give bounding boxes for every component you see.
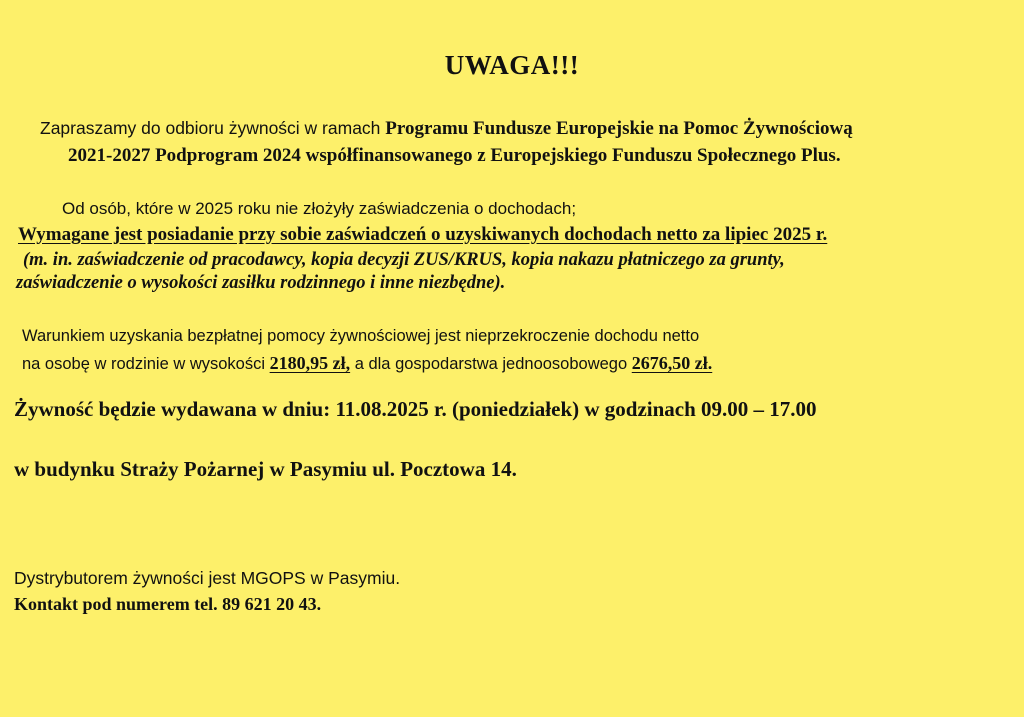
distribution-place: w budynku Straży Pożarnej w Pasymiu ul. Pocztowa 14. bbox=[14, 457, 517, 481]
condition-mid: a dla gospodarstwa jednoosobowego bbox=[350, 355, 632, 373]
distributor-info: Dystrybutorem żywności jest MGOPS w Pasymiu. bbox=[14, 568, 401, 588]
income-docs-requirement: Wymagane jest posiadanie przy sobie zaświadczeń o uzyskiwanych dochodach netto za lipiec 2025 r. bbox=[18, 224, 828, 245]
program-name-part1: Programu Fundusze Europejskie na Pomoc Żywnościową bbox=[385, 118, 853, 139]
income-docs-examples-1: (m. in. zaświadczenie od pracodawcy, kopia decyzji ZUS/KRUS, kopia nakazu płatniczego za grunty, bbox=[23, 250, 785, 270]
income-condition-line-2 bbox=[22, 353, 712, 374]
income-docs-lead: Od osób, które w 2025 roku nie złożyły zaświadczenia o dochodach; bbox=[62, 199, 577, 218]
condition-pre: na osobę w rodzinie w wysokości bbox=[22, 355, 270, 373]
income-condition-line-1: Warunkiem uzyskania bezpłatnej pomocy żywnościowej jest nieprzekroczenie dochodu netto bbox=[22, 327, 700, 345]
contact-info: Kontakt pod numerem tel. 89 621 20 43. bbox=[14, 594, 322, 614]
intro-line-1 bbox=[40, 118, 853, 140]
amount-family: 2180,95 zł, bbox=[269, 353, 351, 373]
program-name-part2: 2021-2027 Podprogram 2024 współfinansowanego z Europejskiego Funduszu Społecznego Plus. bbox=[68, 145, 841, 166]
amount-single: 2676,50 zł. bbox=[631, 353, 713, 373]
income-docs-examples-2: zaświadczenie o wysokości zasiłku rodzinnego i inne niezbędne). bbox=[16, 273, 506, 293]
intro-lead: Zapraszamy do odbioru żywności w ramach bbox=[40, 118, 386, 138]
distribution-date: Żywność będzie wydawana w dniu: 11.08.2025 r. (poniedziałek) w godzinach 09.00 – 17.00 bbox=[14, 397, 817, 421]
notice-title: UWAGA!!! bbox=[444, 50, 580, 80]
